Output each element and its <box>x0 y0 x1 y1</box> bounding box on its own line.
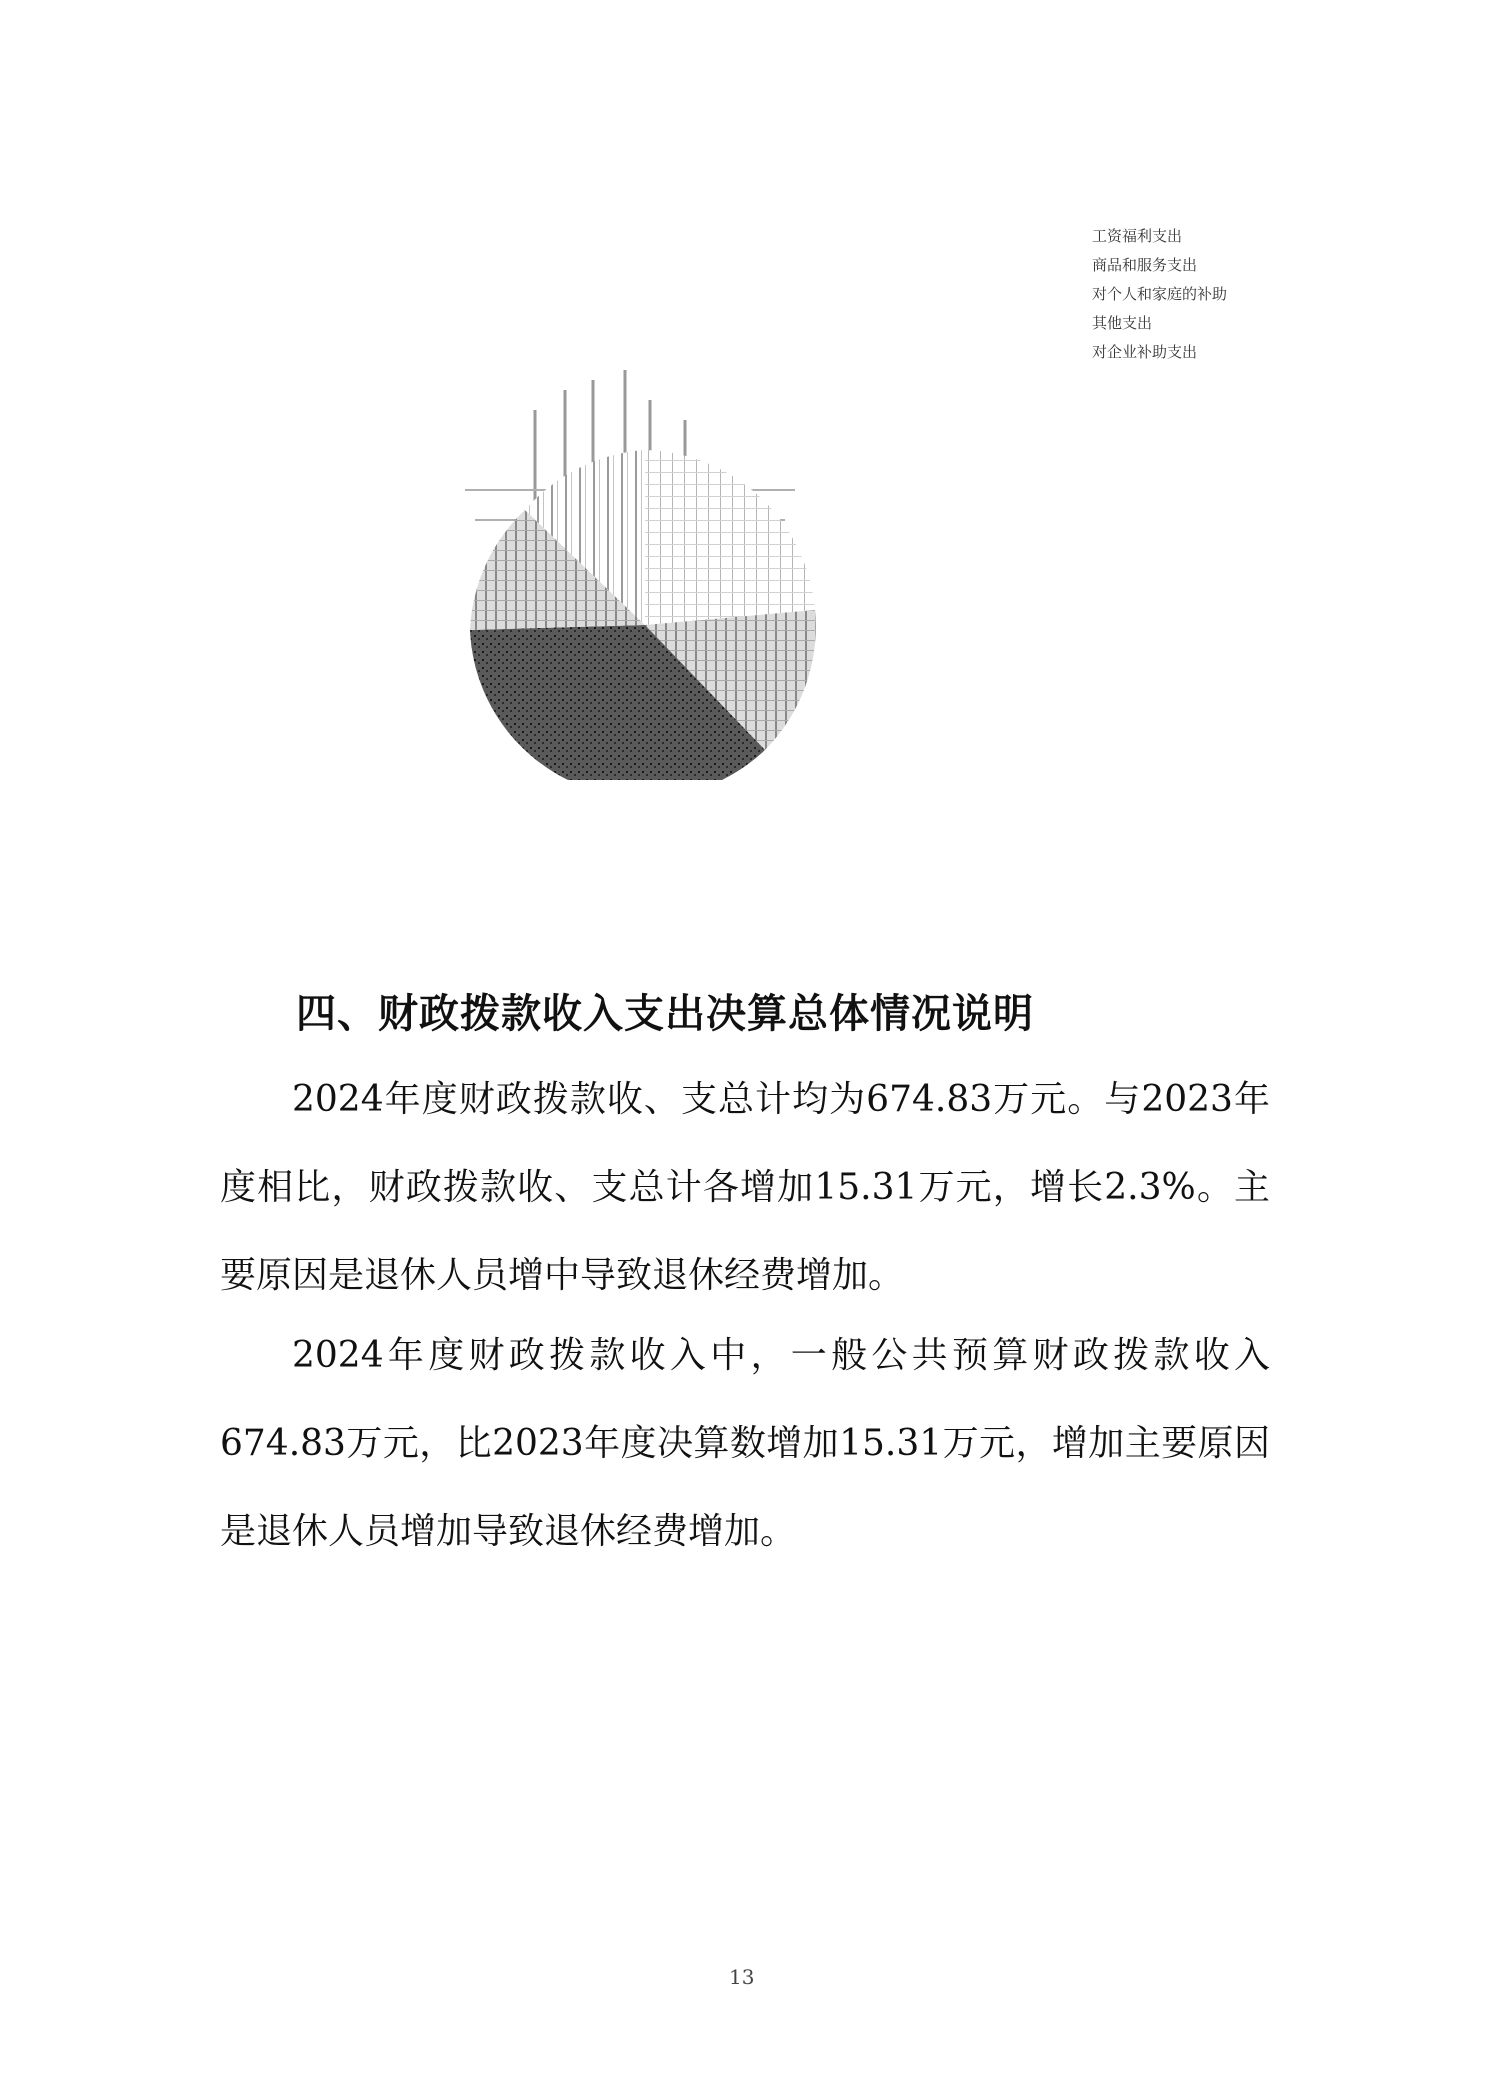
paragraph: 2024年度财政拨款收、支总计均为674.83万元。与2023年度相比，财政拨款收、支总计各增加15.31万元，增长2.3%。主要原因是退休人员增中导致退休经费增加。 <box>220 1079 1270 1296</box>
page-number: 13 <box>729 1965 755 1989</box>
legend-item: 对企业补助支出 <box>1092 343 1198 361</box>
paragraph: 2024年度财政拨款收入中，一般公共预算财政拨款收入674.83万元，比2023年度决算数增加15.31万元，增加主要原因是退休人员增加导致退休经费增加。 <box>220 1335 1270 1552</box>
pie-slice <box>645 450 815 625</box>
pie-chart <box>465 370 825 780</box>
legend-item: 商品和服务支出 <box>1092 256 1198 274</box>
section-heading: 四、财政拨款收入支出决算总体情况说明 <box>296 991 1034 1037</box>
chart-legend <box>1092 222 1322 367</box>
legend-item: 其他支出 <box>1092 314 1153 332</box>
legend-item: 对个人和家庭的补助 <box>1092 285 1228 303</box>
legend-item: 工资福利支出 <box>1092 227 1183 245</box>
